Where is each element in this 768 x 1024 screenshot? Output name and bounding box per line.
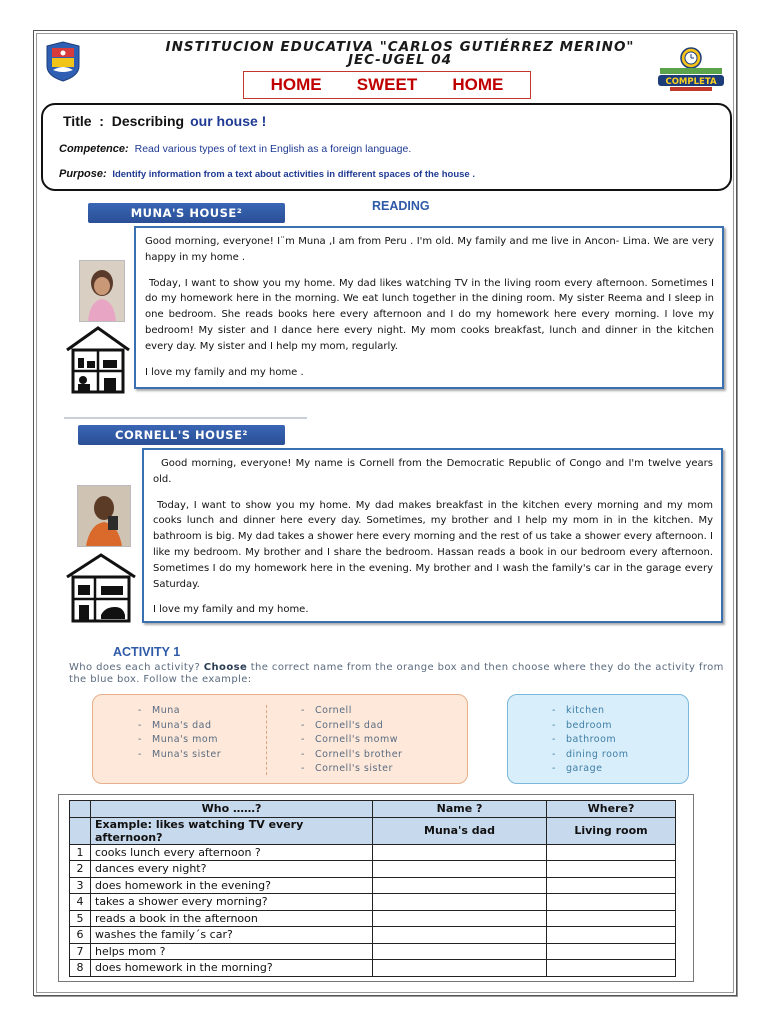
row-number: 7 bbox=[70, 943, 91, 960]
row-number: 8 bbox=[70, 960, 91, 977]
table-row bbox=[70, 943, 676, 960]
house-illustration-icon bbox=[65, 553, 137, 623]
name-option: - Muna bbox=[138, 705, 181, 716]
names-column-muna bbox=[138, 704, 221, 762]
where-answer-cell[interactable] bbox=[547, 877, 676, 894]
name-answer-cell[interactable] bbox=[373, 877, 547, 894]
names-orange-box bbox=[92, 694, 468, 784]
instructions-part-1: Who does each activity? bbox=[69, 662, 201, 673]
school-crest-logo bbox=[44, 40, 82, 82]
name-answer-cell[interactable] bbox=[373, 844, 547, 861]
places-column bbox=[552, 704, 628, 777]
name-option: - Muna's mom bbox=[138, 734, 218, 745]
cornell-paragraph: Good morning, everyone! My name is Cornell from the Democratic Republic of Congo and I'm twelve years old. bbox=[153, 458, 713, 485]
where-answer-cell[interactable] bbox=[547, 894, 676, 911]
info-title-label: Title : Describing bbox=[63, 113, 185, 129]
table-row bbox=[70, 910, 676, 927]
row-number: 4 bbox=[70, 894, 91, 911]
table-header-name: Name ? bbox=[373, 801, 547, 818]
where-answer-cell[interactable] bbox=[547, 960, 676, 977]
house-illustration-icon bbox=[65, 326, 131, 394]
row-question: reads a book in the afternoon bbox=[91, 910, 373, 927]
muna-paragraph: I love my family and my home . bbox=[145, 366, 304, 378]
cornell-paragraph: Today, I want to show you my home. My dad makes breakfast in the kitchen every morning and my mom cooks lunch and dinner here every day. Sometimes, my brother and I help my mom in in the kitchen. My bathroom is big. My dad takes a shower here every morning and the rest of us take a shower every afternoon. I like my bedroom. My brother and I share the bedroom. Hassan reads a book in our bedroom every afternoon. Sometimes I do my homework here in the evening. My brother and I wash the family's car in the garage every Saturday. bbox=[153, 499, 713, 590]
where-answer-cell[interactable] bbox=[547, 910, 676, 927]
table-row bbox=[70, 927, 676, 944]
name-option: - Cornell's momw bbox=[301, 734, 398, 745]
row-number: 5 bbox=[70, 910, 91, 927]
section-divider bbox=[64, 417, 307, 419]
table-row bbox=[70, 861, 676, 878]
where-answer-cell[interactable] bbox=[547, 943, 676, 960]
school-name: INSTITUCION EDUCATIVA "CARLOS GUTIÉRREZ MERINO" bbox=[165, 39, 635, 55]
purpose-label: Purpose: bbox=[59, 168, 107, 180]
table-row bbox=[70, 960, 676, 977]
cornell-photo bbox=[77, 485, 131, 547]
column-separator bbox=[266, 705, 267, 775]
lesson-info-box bbox=[41, 103, 732, 191]
instructions-part-2: the correct name from the orange box and then choose where they do the activity from the blue box. Follow the example: bbox=[69, 662, 724, 685]
info-title bbox=[63, 113, 266, 129]
place-option: - garage bbox=[552, 763, 603, 774]
name-option: - Cornell's sister bbox=[301, 763, 393, 774]
names-column-cornell bbox=[301, 704, 402, 777]
row-question: washes the family´s car? bbox=[91, 927, 373, 944]
name-option: - Cornell bbox=[301, 705, 352, 716]
info-title-topic: our house ! bbox=[190, 113, 267, 129]
lesson-title-box bbox=[243, 71, 531, 99]
row-question: cooks lunch every afternoon ? bbox=[91, 844, 373, 861]
activity-instructions bbox=[69, 662, 729, 685]
name-answer-cell[interactable] bbox=[373, 943, 547, 960]
purpose-text: Identify information from a text about activities in different spaces of the house . bbox=[112, 169, 475, 180]
where-answer-cell[interactable] bbox=[547, 927, 676, 944]
name-option: - Cornell's brother bbox=[301, 748, 403, 760]
name-option: - Muna's dad bbox=[138, 719, 212, 731]
row-number: 1 bbox=[70, 844, 91, 861]
example-who: Example: likes watching TV every afternoon? bbox=[91, 817, 373, 844]
name-answer-cell[interactable] bbox=[373, 927, 547, 944]
table-header-who: Who ……? bbox=[91, 801, 373, 818]
table-example-row bbox=[70, 817, 676, 844]
row-question: helps mom ? bbox=[91, 943, 373, 960]
muna-photo bbox=[79, 260, 125, 322]
table-row bbox=[70, 894, 676, 911]
name-option: - Cornell's dad bbox=[301, 719, 384, 731]
row-question: takes a shower every morning? bbox=[91, 894, 373, 911]
competence-text: Read various types of text in English as a foreign language. bbox=[134, 143, 412, 155]
table-header-where: Where? bbox=[547, 801, 676, 818]
name-option: - Muna's sister bbox=[138, 748, 222, 760]
activity-heading: ACTIVITY 1 bbox=[113, 645, 181, 659]
activity-table bbox=[69, 800, 676, 977]
logo-completa-text: COMPLETA bbox=[665, 77, 717, 87]
example-where: Living room bbox=[547, 817, 676, 844]
muna-house-banner: MUNA'S HOUSE² bbox=[88, 203, 285, 223]
activity-table-frame bbox=[58, 794, 694, 982]
muna-paragraph: Good morning, everyone! I¨m Muna ,I am from Peru . I'm old. My family and me live in Ancon- Lima. We are very happy in my home . bbox=[145, 236, 714, 263]
lesson-title: HOME SWEET HOME bbox=[270, 75, 504, 94]
name-answer-cell[interactable] bbox=[373, 910, 547, 927]
row-question: dances every night? bbox=[91, 861, 373, 878]
place-option: - dining room bbox=[552, 748, 629, 760]
row-question: does homework in the evening? bbox=[91, 877, 373, 894]
instructions-bold: Choose bbox=[203, 662, 248, 673]
muna-reading-box bbox=[134, 226, 724, 389]
purpose-line bbox=[59, 168, 475, 180]
reading-heading: READING bbox=[372, 199, 430, 213]
name-answer-cell[interactable] bbox=[373, 894, 547, 911]
name-answer-cell[interactable] bbox=[373, 861, 547, 878]
muna-paragraph: Today, I want to show you my home. My dad likes watching TV in the living room every afternoon. Sometimes I do my homework here in the morning. We eat lunch together in the dining room. My sister Reema and I sleep in one bedroom. She reads books here every afternoon and I do my homework here every morning. I love my bedroom! My sister and I dance here every night. My mom cooks breakfast, lunch and dinner in the kitchen every day. My sister and I help my mom, regularly. bbox=[145, 277, 714, 352]
row-number: 2 bbox=[70, 861, 91, 878]
table-row bbox=[70, 877, 676, 894]
table-header-num bbox=[70, 801, 91, 818]
row-number: 3 bbox=[70, 877, 91, 894]
table-row bbox=[70, 844, 676, 861]
cornell-reading-box bbox=[142, 448, 723, 623]
where-answer-cell[interactable] bbox=[547, 844, 676, 861]
cornell-house-banner: CORNELL'S HOUSE² bbox=[78, 425, 285, 445]
table-header-row bbox=[70, 801, 676, 818]
school-ugel: JEC-UGEL 04 bbox=[347, 52, 453, 68]
cornell-paragraph: I love my family and my home. bbox=[153, 604, 309, 616]
where-answer-cell[interactable] bbox=[547, 861, 676, 878]
competence-line bbox=[59, 143, 411, 155]
place-option: - kitchen bbox=[552, 705, 605, 716]
place-option: - bathroom bbox=[552, 734, 617, 745]
competence-label: Competence: bbox=[59, 143, 129, 155]
place-option: - bedroom bbox=[552, 719, 612, 731]
row-question: does homework in the morning? bbox=[91, 960, 373, 977]
example-name: Muna's dad bbox=[373, 817, 547, 844]
name-answer-cell[interactable] bbox=[373, 960, 547, 977]
row-number: 6 bbox=[70, 927, 91, 944]
places-blue-box bbox=[507, 694, 689, 784]
